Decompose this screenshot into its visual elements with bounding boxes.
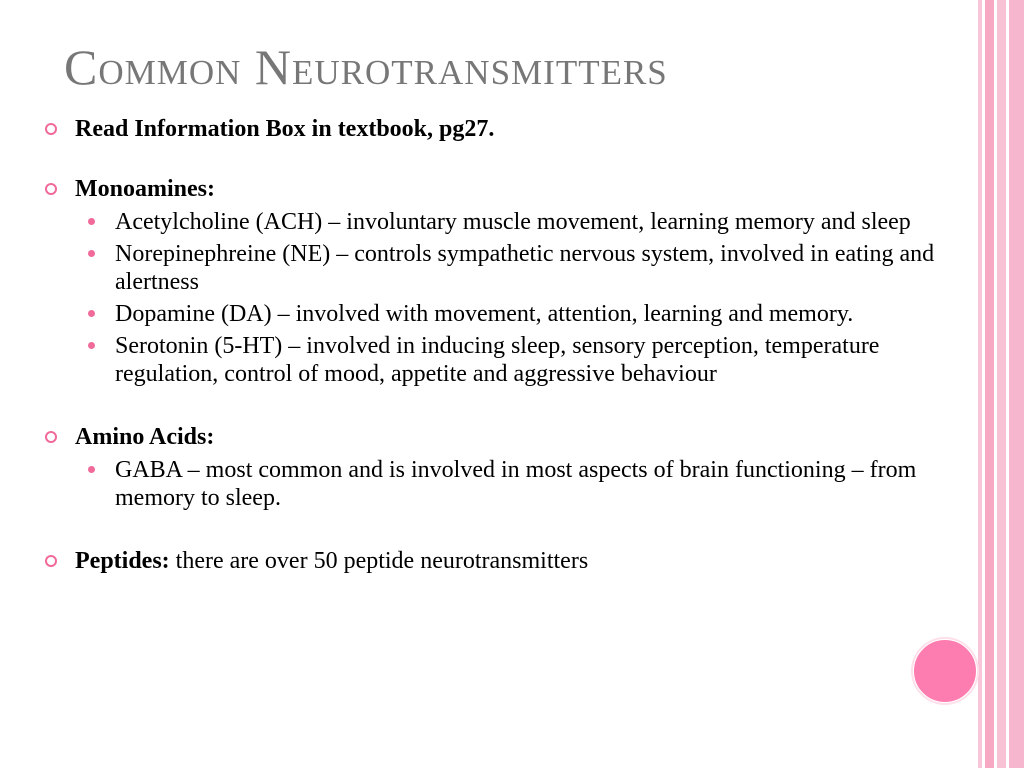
bullet-heading: Peptides: — [75, 548, 170, 574]
sub-bullet-acetylcholine — [44, 208, 944, 236]
dot-bullet-icon — [88, 466, 95, 473]
bullet-heading: Monoamines: — [75, 176, 215, 202]
slide-title: Common Neurotransmitters — [64, 39, 668, 95]
dot-bullet-icon — [88, 342, 95, 349]
bullet-tail-text: there are over 50 peptide neurotransmitters — [169, 548, 589, 574]
bullet-heading: Read Information Box in textbook, pg27. — [75, 116, 495, 142]
bullet-peptides — [44, 546, 944, 576]
dot-bullet-icon — [88, 310, 95, 317]
hollow-bullet-icon — [45, 123, 57, 135]
decorative-circle — [913, 639, 977, 703]
hollow-bullet-icon — [45, 183, 57, 195]
sub-bullet-norepinephrine — [44, 240, 944, 296]
bullet-heading: Amino Acids: — [75, 424, 215, 450]
sub-bullet-dopamine — [44, 300, 944, 328]
bullet-monoamines — [44, 174, 944, 204]
sub-bullet-text: Dopamine (DA) – involved with movement, attention, learning and memory. — [115, 301, 854, 327]
sub-bullet-text: GABA – most common and is involved in most aspects of brain functioning – from memory to sleep. — [115, 457, 917, 511]
stripe — [985, 0, 994, 768]
slide-content — [44, 114, 944, 576]
stripe — [997, 0, 1006, 768]
sub-bullet-text: Serotonin (5-HT) – involved in inducing sleep, sensory perception, temperature regulation, control of mood, appetite and aggressive behaviour — [115, 333, 880, 387]
hollow-bullet-icon — [45, 431, 57, 443]
bullet-read-info — [44, 114, 944, 144]
bullet-amino-acids — [44, 422, 944, 452]
sub-bullet-text: Norepinephreine (NE) – controls sympathetic nervous system, involved in eating and alertness — [115, 241, 935, 295]
hollow-bullet-icon — [45, 555, 57, 567]
sub-bullet-gaba — [44, 456, 944, 512]
dot-bullet-icon — [88, 218, 95, 225]
sub-bullet-serotonin — [44, 332, 944, 388]
stripe — [1009, 0, 1024, 768]
sub-bullet-text: Acetylcholine (ACH) – involuntary muscle movement, learning memory and sleep — [115, 209, 911, 235]
decorative-stripes — [978, 0, 1024, 768]
dot-bullet-icon — [88, 250, 95, 257]
